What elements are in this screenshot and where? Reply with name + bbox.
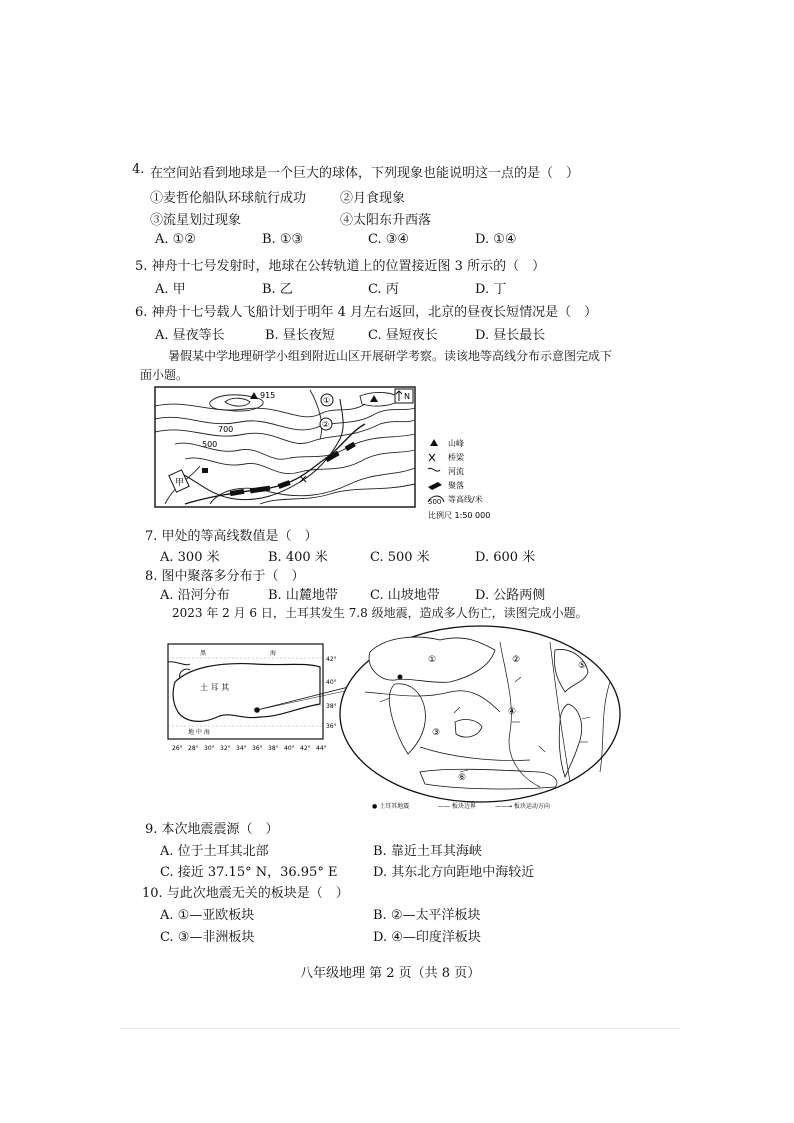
- contour-map: [150, 384, 510, 524]
- world-quake-marker: [398, 675, 403, 680]
- q8-option-b: B. 山麓地带: [268, 588, 338, 603]
- marker-1: ①: [323, 396, 331, 405]
- q7-option-a: A. 300 米: [160, 550, 220, 565]
- q6-stem: 6. 神舟十七号载人飞船计划于明年 4 月左右返回，北京的昼夜长短情况是（ ）: [135, 305, 598, 320]
- q4-item-2: ②月食现象: [340, 191, 406, 206]
- q9-option-a: A. 位于土耳其北部: [160, 844, 269, 859]
- bridge-legend-icon: [429, 454, 435, 461]
- q4-number: 4.: [132, 162, 145, 177]
- lat-38: 38°: [326, 703, 337, 710]
- q7-option-c: C. 500 米: [370, 550, 430, 565]
- q4-option-c: C. ③④: [368, 232, 410, 247]
- plate-6: ⑥: [458, 773, 467, 783]
- turkey-country-label: 土 耳 其: [200, 683, 230, 692]
- q5-option-c: C. 丙: [368, 282, 399, 297]
- q6-option-b: B. 昼长夜短: [265, 328, 335, 343]
- earthquake-maps: [160, 622, 650, 812]
- north-label: N: [404, 392, 410, 401]
- intro-earthquake: 2023 年 2 月 6 日，土耳其发生 7.8 级地震，造成多人伤亡，读图完成小题。: [172, 606, 588, 620]
- q10-option-c: C. ③—非洲板块: [160, 930, 255, 945]
- world-legend-motion: ——→ 板块运动方向: [495, 803, 550, 810]
- q4-option-a: A. ①②: [155, 232, 196, 247]
- q6-option-d: D. 昼长最长: [475, 328, 546, 343]
- legend-river: 河流: [448, 467, 464, 476]
- q9-option-b: B. 靠近土耳其海峡: [373, 844, 482, 859]
- mediterranean-label: 地 中 海: [188, 729, 210, 736]
- world-legend-boundary: —— 板块边界: [438, 803, 476, 810]
- world-legend-quake: ● 土耳其地震: [372, 803, 410, 810]
- q9-option-c: C. 接近 37.15° N，36.95° E: [160, 865, 338, 880]
- q4-item-3: ③流星划过现象: [150, 213, 242, 228]
- legend-bridge: 桥梁: [448, 453, 464, 462]
- intro-contour-line1: 暑假某中学地理研学小组到附近山区开展研学考察。读该地等高线分布示意图完成下: [168, 349, 613, 363]
- q5-option-b: B. 乙: [262, 282, 293, 297]
- plate-5: ⑤: [578, 661, 587, 671]
- sea-label: 海: [270, 650, 277, 657]
- q4-item-1: ①麦哲伦船队环球航行成功: [150, 191, 307, 206]
- q10-option-b: B. ②—太平洋板块: [373, 908, 481, 923]
- legend-scale: 比例尺 1:50 000: [428, 511, 491, 520]
- q6-option-a: A. 昼夜等长: [155, 328, 225, 343]
- lat-40: 40°: [326, 679, 337, 686]
- q5-option-a: A. 甲: [155, 282, 186, 297]
- lon-40: 40°: [284, 745, 295, 752]
- q6-option-c: C. 昼短夜长: [368, 328, 438, 343]
- lat-36: 36°: [326, 723, 337, 730]
- lon-38: 38°: [268, 745, 279, 752]
- scan-edge-divider: [120, 1028, 680, 1029]
- q10-option-d: D. ④—印度洋板块: [373, 930, 481, 945]
- q7-stem: 7. 甲处的等高线数值是（ ）: [145, 529, 318, 544]
- contour-label-500: 500: [202, 440, 218, 449]
- lon-32: 32°: [220, 745, 231, 752]
- lon-26: 26°: [172, 745, 183, 752]
- legend-contour-value: 500: [428, 498, 442, 506]
- q8-option-a: A. 沿河分布: [160, 588, 230, 603]
- intro-contour-line2: 面小题。: [140, 368, 189, 382]
- peak-legend-icon: [430, 439, 438, 446]
- lat-42: 42°: [326, 656, 337, 663]
- black-sea-label: 黑: [200, 650, 207, 657]
- plate-3: ③: [432, 728, 441, 738]
- q5-stem: 5. 神舟十七号发射时，地球在公转轨道上的位置接近图 3 所示的（ ）: [135, 259, 546, 274]
- q7-option-d: D. 600 米: [475, 550, 536, 565]
- q4-item-4: ④太阳东升西落: [340, 213, 432, 228]
- q8-option-d: D. 公路两侧: [475, 588, 546, 603]
- lon-30: 30°: [204, 745, 215, 752]
- legend-contour: 等高线/米: [448, 495, 483, 504]
- q8-stem: 8. 图中聚落多分布于（ ）: [145, 569, 305, 584]
- legend-settlement: 聚落: [448, 481, 464, 490]
- q9-option-d: D. 其东北方向距地中海较近: [373, 865, 535, 880]
- q4-stem: 在空间站看到地球是一个巨大的球体，下列现象也能说明这一点的是（ ）: [150, 166, 580, 181]
- lon-28: 28°: [188, 745, 199, 752]
- q10-option-a: A. ①—亚欧板块: [160, 908, 255, 923]
- plate-4: ④: [508, 707, 517, 717]
- q4-option-b: B. ①③: [262, 232, 304, 247]
- plate-1: ①: [428, 655, 437, 665]
- q4-option-d: D. ①④: [475, 232, 517, 247]
- lon-36: 36°: [252, 745, 263, 752]
- q10-stem: 10. 与此次地震无关的板块是（ ）: [142, 886, 349, 901]
- lon-42: 42°: [300, 745, 311, 752]
- lon-34: 34°: [236, 745, 247, 752]
- settlement-legend-icon: [428, 482, 442, 490]
- q8-option-c: C. 山坡地带: [370, 588, 440, 603]
- plate-2: ②: [512, 655, 521, 665]
- contour-label-jia: 甲: [175, 478, 185, 488]
- contour-label-915: 915: [260, 391, 276, 400]
- contour-label-700: 700: [218, 425, 234, 434]
- q9-stem: 9. 本次地震震源（ ）: [145, 822, 279, 837]
- river-legend-icon: [428, 468, 440, 471]
- lon-44: 44°: [316, 745, 327, 752]
- page-footer: 八年级地理 第 2 页（共 8 页）: [300, 966, 481, 981]
- marker-2: ②: [322, 420, 330, 429]
- legend-peak: 山峰: [448, 439, 464, 448]
- q5-option-d: D. 丁: [475, 282, 507, 297]
- q7-option-b: B. 400 米: [268, 550, 328, 565]
